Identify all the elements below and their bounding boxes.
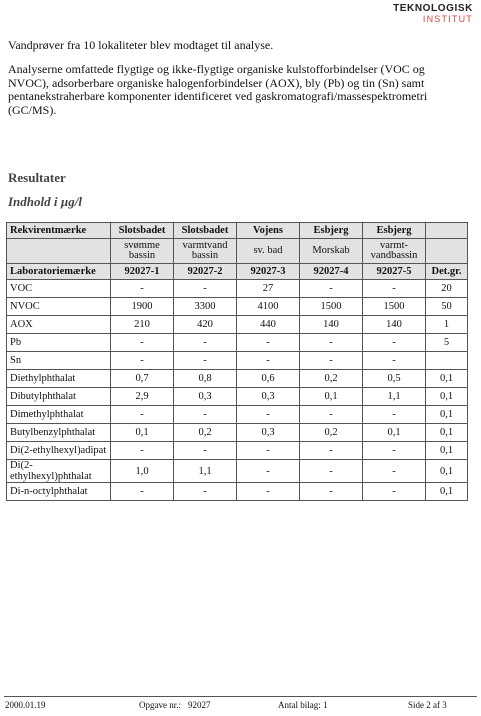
logo-line-2: INSTITUT (422, 14, 473, 24)
value-cell: - (300, 460, 363, 483)
empty-cell (7, 239, 111, 264)
substance-name: VOC (7, 280, 111, 298)
table-subheader-row (7, 239, 468, 264)
value-cell: 140 (363, 316, 426, 334)
value-cell: 1,1 (363, 388, 426, 406)
value-cell: 1500 (300, 298, 363, 316)
value-cell: 1,0 (111, 460, 174, 483)
value-cell: - (174, 352, 237, 370)
value-cell: - (237, 483, 300, 501)
footer-page-number: Side 2 af 3 (408, 700, 447, 710)
value-cell: 0,3 (174, 388, 237, 406)
detection-limit-cell: 0,1 (426, 406, 468, 424)
table-row (7, 424, 468, 442)
value-cell: - (300, 406, 363, 424)
value-cell: - (363, 460, 426, 483)
substance-name: Dibutylphthalat (7, 388, 111, 406)
value-cell: 210 (111, 316, 174, 334)
substance-name: Di(2-ethylhexyl)phthalat (7, 460, 111, 483)
value-cell: 0,8 (174, 370, 237, 388)
table-row (7, 388, 468, 406)
substance-name: Diethylphthalat (7, 370, 111, 388)
detection-limit-cell: 20 (426, 280, 468, 298)
detection-limit-cell: 0,1 (426, 370, 468, 388)
footer-attachments: Antal bilag: 1 (278, 700, 328, 710)
site-name: Slotsbadet (111, 223, 174, 239)
value-cell: - (174, 442, 237, 460)
value-cell: 0,2 (300, 370, 363, 388)
value-cell: 0,2 (300, 424, 363, 442)
value-cell: 0,1 (300, 388, 363, 406)
detection-limit-cell: 0,1 (426, 388, 468, 406)
footer-divider (4, 696, 477, 697)
detection-limit-label: Det.gr. (426, 264, 468, 280)
methods-paragraph: Analyserne omfattede flygtige og ikke-flygtige organiske kulstofforbindelser (VOC og NVOC), adsorberbare organiske halogenforbindelser (AOX), bly (Pb) og tin (Sn) samt pentanekstraherbare komponenter identificeret ved gaskromatografi/massespektrometri (GC/MS). (8, 62, 428, 117)
table-row (7, 316, 468, 334)
value-cell: - (300, 280, 363, 298)
lab-id: 92027-4 (300, 264, 363, 280)
value-cell: - (300, 352, 363, 370)
detection-limit-cell: 0,1 (426, 460, 468, 483)
requester-label: Rekvirentmærke (7, 223, 111, 239)
table-header-row (7, 223, 468, 239)
detection-limit-cell: 5 (426, 334, 468, 352)
value-cell: - (237, 406, 300, 424)
detection-limit-cell (426, 352, 468, 370)
value-cell: 0,1 (363, 424, 426, 442)
lab-id: 92027-2 (174, 264, 237, 280)
logo-line-1: TEKNOLOGISK (393, 3, 473, 14)
results-heading: Resultater (8, 170, 66, 185)
site-name: Vojens (237, 223, 300, 239)
value-cell: - (300, 334, 363, 352)
value-cell: 1500 (363, 298, 426, 316)
value-cell: 0,3 (237, 388, 300, 406)
site-detail: varmtvand bassin (174, 239, 237, 264)
site-name: Slotsbadet (174, 223, 237, 239)
value-cell: 3300 (174, 298, 237, 316)
detection-limit-cell: 0,1 (426, 424, 468, 442)
value-cell: - (363, 352, 426, 370)
value-cell: - (237, 460, 300, 483)
table-row (7, 334, 468, 352)
value-cell: 0,2 (174, 424, 237, 442)
lab-id-row (7, 264, 468, 280)
table-row (7, 406, 468, 424)
empty-cell (426, 239, 468, 264)
value-cell: 0,5 (363, 370, 426, 388)
site-detail: varmt-vandbassin (363, 239, 426, 264)
substance-name: Di(2-ethylhexyl)adipat (7, 442, 111, 460)
value-cell: - (111, 352, 174, 370)
value-cell: - (111, 406, 174, 424)
site-detail: Morskab (300, 239, 363, 264)
intro-paragraph: Vandprøver fra 10 lokaliteter blev modtaget til analyse. (8, 38, 274, 52)
substance-name: Dimethylphthalat (7, 406, 111, 424)
value-cell: 140 (300, 316, 363, 334)
value-cell: - (237, 352, 300, 370)
substance-name: Butylbenzylphthalat (7, 424, 111, 442)
detection-limit-cell: 50 (426, 298, 468, 316)
lab-id: 92027-5 (363, 264, 426, 280)
lab-id: 92027-3 (237, 264, 300, 280)
table-row (7, 298, 468, 316)
table-row (7, 352, 468, 370)
detection-limit-cell: 0,1 (426, 442, 468, 460)
value-cell: - (111, 334, 174, 352)
site-name: Esbjerg (363, 223, 426, 239)
value-cell: 4100 (237, 298, 300, 316)
value-cell: - (237, 334, 300, 352)
value-cell: - (363, 280, 426, 298)
value-cell: - (111, 442, 174, 460)
value-cell: - (174, 483, 237, 501)
value-cell: 0,1 (111, 424, 174, 442)
value-cell: - (363, 483, 426, 501)
value-cell: - (363, 334, 426, 352)
table-row (7, 370, 468, 388)
detection-limit-cell: 1 (426, 316, 468, 334)
value-cell: 440 (237, 316, 300, 334)
value-cell: - (237, 442, 300, 460)
page-footer (0, 693, 481, 716)
table-row (7, 280, 468, 298)
table-row (7, 460, 468, 483)
site-detail: sv. bad (237, 239, 300, 264)
value-cell: 0,3 (237, 424, 300, 442)
substance-name: Pb (7, 334, 111, 352)
substance-name: AOX (7, 316, 111, 334)
site-name: Esbjerg (300, 223, 363, 239)
site-detail: svømme bassin (111, 239, 174, 264)
empty-cell (426, 223, 468, 239)
value-cell: - (300, 483, 363, 501)
company-logo (393, 3, 473, 25)
value-cell: 27 (237, 280, 300, 298)
value-cell: - (111, 483, 174, 501)
footer-date: 2000.01.19 (5, 700, 46, 710)
value-cell: 0,6 (237, 370, 300, 388)
footer-order-number: 92027 (188, 700, 211, 710)
value-cell: - (174, 334, 237, 352)
value-cell: - (174, 280, 237, 298)
value-cell: - (363, 442, 426, 460)
value-cell: 2,9 (111, 388, 174, 406)
footer-order-label: Opgave nr.: (139, 700, 181, 710)
lab-id: 92027-1 (111, 264, 174, 280)
lab-label: Laboratoriemærke (7, 264, 111, 280)
value-cell: - (111, 280, 174, 298)
value-cell: - (174, 406, 237, 424)
content-unit-heading: Indhold i µg/l (8, 194, 82, 209)
table-row (7, 483, 468, 501)
substance-name: Sn (7, 352, 111, 370)
detection-limit-cell: 0,1 (426, 483, 468, 501)
table-row (7, 442, 468, 460)
substance-name: Di-n-octylphthalat (7, 483, 111, 501)
value-cell: - (363, 406, 426, 424)
results-table (6, 222, 468, 501)
value-cell: 1,1 (174, 460, 237, 483)
substance-name: NVOC (7, 298, 111, 316)
value-cell: 1900 (111, 298, 174, 316)
value-cell: - (300, 442, 363, 460)
value-cell: 0,7 (111, 370, 174, 388)
value-cell: 420 (174, 316, 237, 334)
